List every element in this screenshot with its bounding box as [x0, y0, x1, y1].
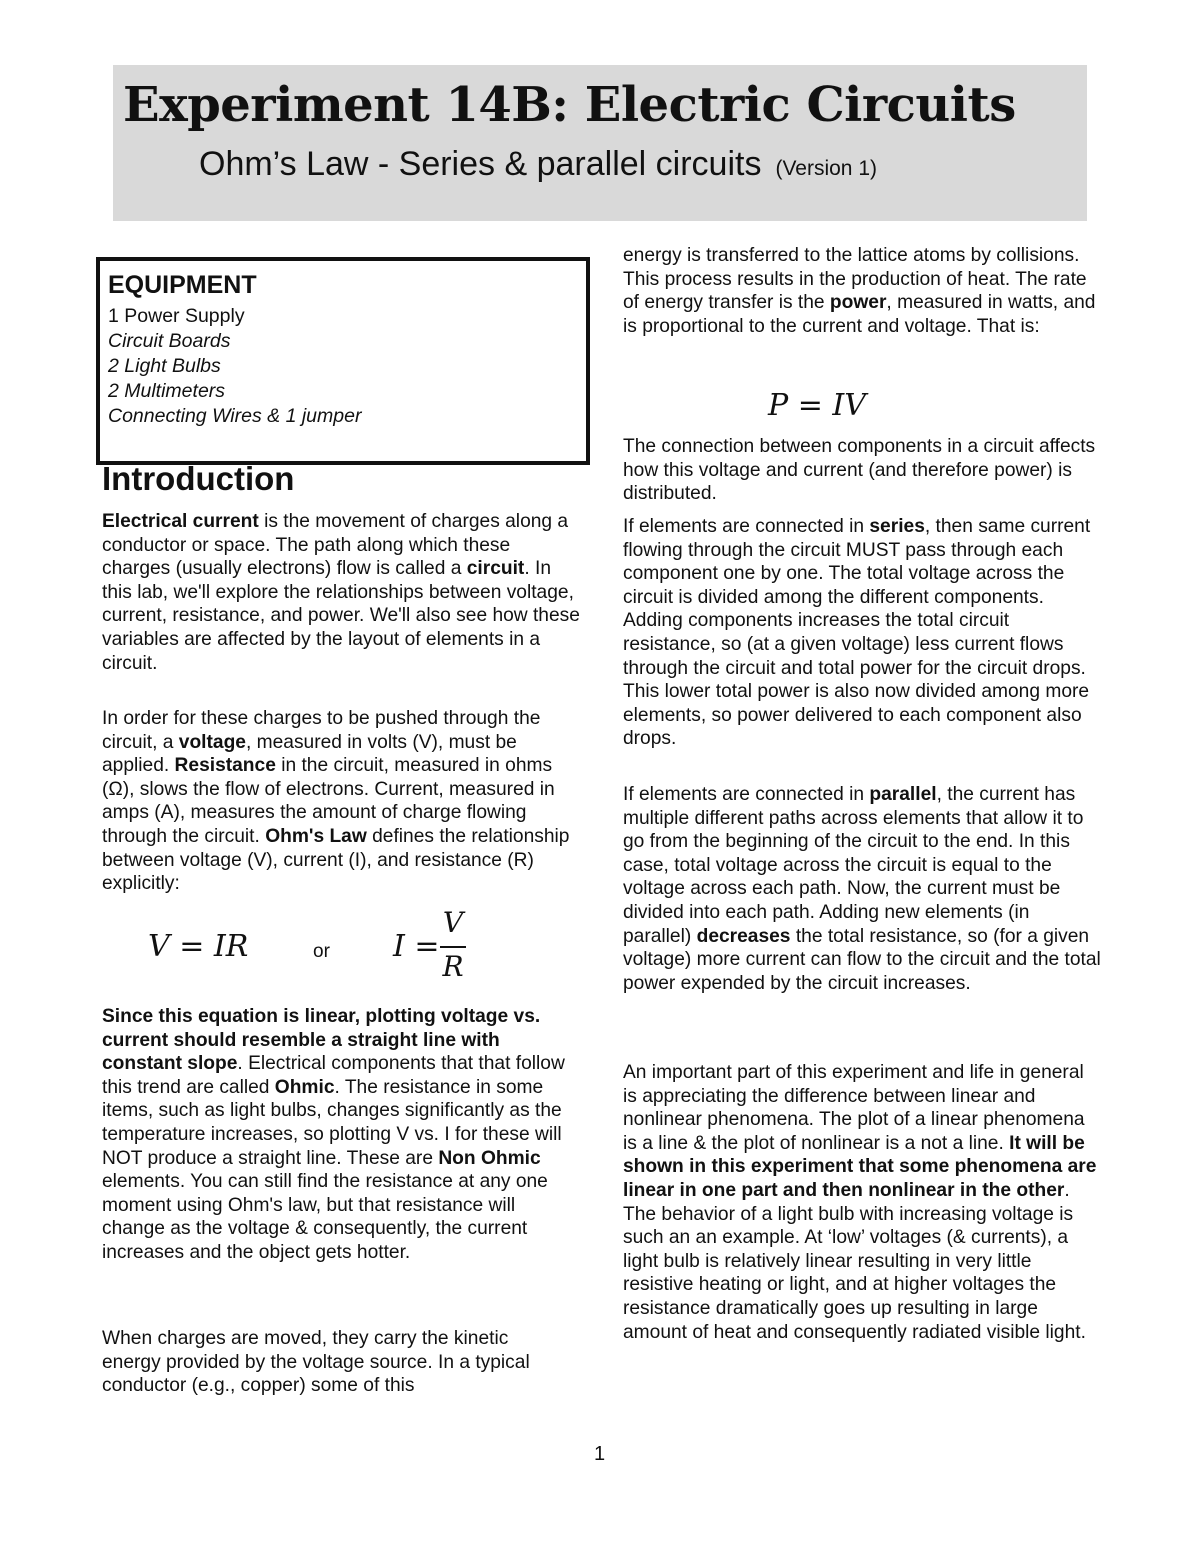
intro-paragraph-3 [102, 1005, 582, 1265]
equipment-box [96, 257, 590, 465]
right-paragraph-2: The connection between components in a circuit affects how this voltage and current (and therefore power) is distributed. [623, 436, 1096, 505]
document-title: Experiment 14B: Electric Circuits [123, 77, 1016, 133]
text-span: defines the relationship between voltage (V), current (I), and resistance (R) explicitly: [102, 825, 570, 895]
right-paragraph-1 [623, 244, 1097, 338]
fraction-bar [440, 946, 466, 948]
term-decreases: decreases [696, 925, 791, 947]
equation-or: or [313, 941, 330, 962]
text-span: , the current has multiple different paths across elements that allow it to go from the beginning of the circuit to the end. In this case, total voltage across the circuit is equal to the voltage across each path. Now, the current must be divided into each path. Adding new elements (in parallel) [623, 784, 1084, 947]
text-span: If elements are connected in [623, 516, 870, 537]
term-ohmic: Ohmic [274, 1076, 335, 1098]
equipment-item: 2 Multimeters [108, 380, 226, 402]
text-span: the total resistance, so (for a given voltage) more current can flow to the circuit and the total power expended by the circuit increases. [623, 925, 1101, 994]
text-span: energy is transferred to the lattice atoms by collisions. This process results in the production of heat. The rate of energy transfer is the [623, 245, 1087, 314]
equation-p-iv: P = IV [768, 388, 866, 423]
document-subtitle [199, 145, 877, 184]
term-non-ohmic: Non Ohmic [438, 1147, 541, 1169]
right-paragraph-parallel [623, 783, 1101, 995]
intro-paragraph-4: When charges are moved, they carry the kinetic energy provided by the voltage source. In a typical conductor (e.g., copper) some of this [102, 1328, 530, 1397]
equation-numerator: V [442, 906, 464, 939]
equipment-item: 1 Power Supply [108, 305, 245, 327]
equipment-item: Circuit Boards [108, 330, 231, 352]
term-resistance: Resistance [174, 755, 276, 777]
text-span: elements. You can still find the resistance at any one moment using Ohm's law, but that resistance will change as the voltage & consequently, the current increases and the object gets hotter. [102, 1171, 548, 1263]
subtitle-text: Ohm’s Law - Series & parallel circuits [199, 145, 762, 183]
title-banner [113, 65, 1087, 221]
text-span: . In this lab, we'll explore the relationships between voltage, current, resistance, and power. We'll also see how these variables are affected by the layout of elements in a circuit. [102, 558, 580, 674]
page-number: 1 [594, 1443, 606, 1465]
equipment-item: Connecting Wires & 1 jumper [108, 405, 362, 427]
term-ohms-law: Ohm's Law [265, 825, 367, 847]
intro-paragraph-2 [102, 707, 582, 896]
equipment-heading: EQUIPMENT [108, 271, 257, 299]
version-label: (Version 1) [775, 157, 877, 180]
term-parallel: parallel [869, 784, 937, 805]
text-span: in the circuit, measured in ohms (Ω), slows the flow of electrons. Current, measured in amps (A), measures the amount of charge flowing through the circuit. [102, 755, 555, 847]
text-span: , measured in watts, and is proportional to the current and voltage. That is: [623, 292, 1096, 337]
term-circuit: circuit [466, 558, 525, 580]
linear-statement: Since this equation is linear, plotting voltage vs. current should resemble a straight line with constant slope [102, 1006, 541, 1075]
text-span: , measured in volts (V), must be applied. [102, 731, 517, 777]
term-series: series [869, 516, 925, 537]
term-electrical-current: Electrical current [102, 511, 259, 532]
nonlinear-statement: It will be shown in this experiment that some phenomena are linear in one part and then nonlinear in the other [623, 1132, 1097, 1201]
term-power: power [829, 292, 887, 314]
equation-denominator: R [442, 950, 464, 983]
equation-v-ir: V = IR [148, 929, 249, 964]
text-span: is the movement of charges along a conductor or space. The path along which these charges (usually electrons) flow is called a [102, 511, 569, 580]
text-span: , then same current flowing through the circuit MUST pass through each component one by one. The total voltage across the circuit is divided among the different components. Adding components increases the total circuit resistance, so (at a given voltage) less current flows through the circuit and total power for the circuit drops. This lower total power is also now divided among more elements, so power delivered to each component also drops. [623, 516, 1091, 750]
text-span: If elements are connected in [623, 784, 870, 805]
text-span: In order for these charges to be pushed through the circuit, a [102, 708, 541, 753]
equation-i-lhs: I = [393, 929, 440, 964]
right-paragraph-series [623, 515, 1097, 751]
right-paragraph-nonlinear [623, 1061, 1097, 1344]
text-span: . The resistance in some items, such as light bulbs, changes significantly as the temperature increases, so plotting V vs. I for these will NOT produce a straight line. These are [102, 1076, 562, 1169]
text-span: . Electrical components that that follow this trend are called [102, 1053, 565, 1098]
intro-paragraph-1 [102, 510, 580, 675]
text-span: . The behavior of a light bulb with increasing voltage is such an an example. At ‘low’ voltages (& currents), a light bulb is relatively linear resulting in very little resistive heating or light, and at higher voltages the resistance dramatically goes up resulting in large amount of heat and consequently radiated visible light. [623, 1179, 1086, 1343]
term-voltage: voltage [178, 731, 246, 753]
equipment-item: 2 Light Bulbs [108, 355, 221, 377]
introduction-heading: Introduction [102, 460, 295, 497]
text-span: An important part of this experiment and life in general is appreciating the difference between linear and nonlinear phenomena. The plot of a linear phenomena is a line & the plot of nonlinear is a not a line. [623, 1062, 1085, 1154]
